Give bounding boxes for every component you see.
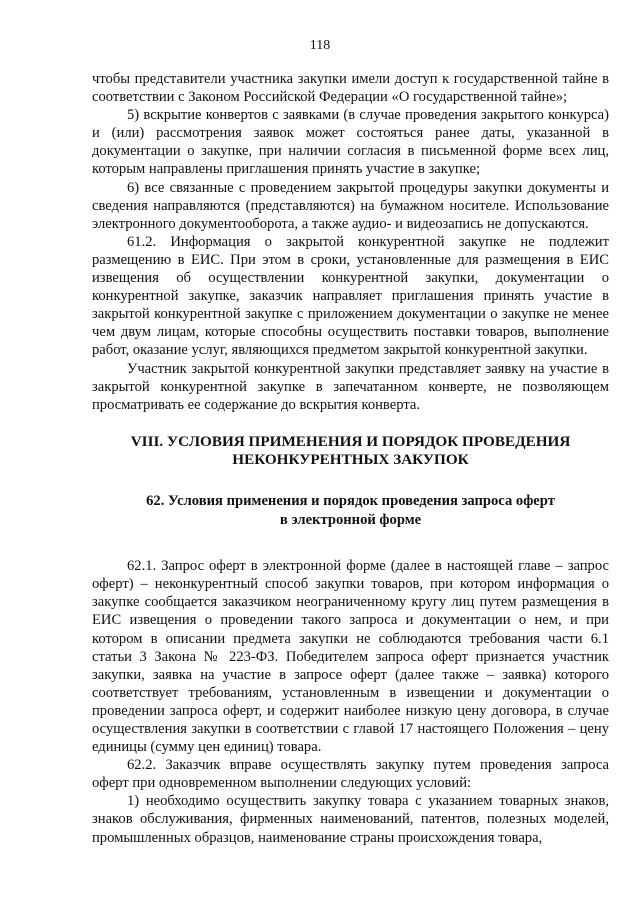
- subsection-heading-line: 62. Условия применения и порядок проведения запроса оферт: [146, 492, 555, 509]
- spacer: [92, 414, 609, 433]
- section-heading-line: НЕКОНКУРЕНТНЫХ ЗАКУПОК: [232, 451, 469, 469]
- paragraph: 1) необходимо осуществить закупку товара с указанием товарных знаков, знаков обслуживания, фирменных наименований, патентов, полезных моделей, промышленных образцов, наименование страны происхождения товара,: [92, 793, 609, 846]
- section-heading-line: VIII. УСЛОВИЯ ПРИМЕНЕНИЯ И ПОРЯДОК ПРОВЕДЕНИЯ: [130, 432, 571, 450]
- paragraph: чтобы представители участника закупки имели доступ к государственной тайне в соответствии с Законом Российской Федерации «О государственной тайне»;: [92, 71, 609, 106]
- subsection-heading-line: в электронной форме: [279, 511, 422, 528]
- paragraph: 6) все связанные с проведением закрытой процедуры закупки документы и сведения направляются (представляются) на бумажном носителе. Использование электронного документооборота, а также аудио- и видеозапись не допускаются.: [92, 179, 609, 232]
- section-heading: [92, 433, 609, 470]
- document-body: [92, 70, 609, 847]
- subsection-heading: [92, 492, 609, 529]
- page-number: 118: [309, 38, 331, 53]
- paragraph: 61.2. Информация о закрытой конкурентной закупке не подлежит размещению в ЕИС. При этом в сроки, установленные для размещения в ЕИС извещения об осуществлении конкурентной закупки, документации о конкурентной закупке, заказчик направляет приглашения принять участие в закрытой конкурентной закупке с приложением документации о закупке не менее чем двум лицам, которые способны осуществить поставки товаров, выполнение работ, оказание услуг, являющихся предметом закрытой конкурентной закупки.: [92, 233, 609, 359]
- spacer: [92, 529, 609, 557]
- paragraph: 5) вскрытие конвертов с заявками (в случае проведения закрытого конкурса) и (или) рассмотрения заявок может состояться ранее даты, указанной в документации о закупке, при наличии согласия в письменной форме всех лиц, которым направлены приглашения принять участие в закупке;: [92, 107, 609, 178]
- paragraph: Участник закрытой конкурентной закупки представляет заявку на участие в закрытой конкурентной закупке в запечатанном конверте, не позволяющем просматривать ее содержание до вскрытия конверта.: [92, 360, 609, 413]
- spacer: [92, 470, 609, 492]
- paragraph: 62.1. Запрос оферт в электронной форме (далее в настоящей главе – запрос оферт) – неконкурентный способ закупки товаров, при котором информация о закупке сообщается заказчиком неограниченному кругу лиц путем размещения в ЕИС извещения о проведении такого запроса и документации о нем, и при котором в описании предмета закупки не соблюдаются требования части 6.1 статьи 3 Закона № 223-ФЗ. Победителем запроса оферт признается участник закупки, заявка на участие в запросе оферт (далее также – заявка) которого соответствует требованиям, установленным в извещении и документации о проведении запроса оферт, и содержит наиболее низкую цену договора, в случае осуществления закупки в соответствии с главой 17 настоящего Положения – цену единицы (сумму цен единиц) товара.: [92, 558, 609, 756]
- paragraph: 62.2. Заказчик вправе осуществлять закупку путем проведения запроса оферт при одновременном выполнении следующих условий:: [92, 757, 609, 792]
